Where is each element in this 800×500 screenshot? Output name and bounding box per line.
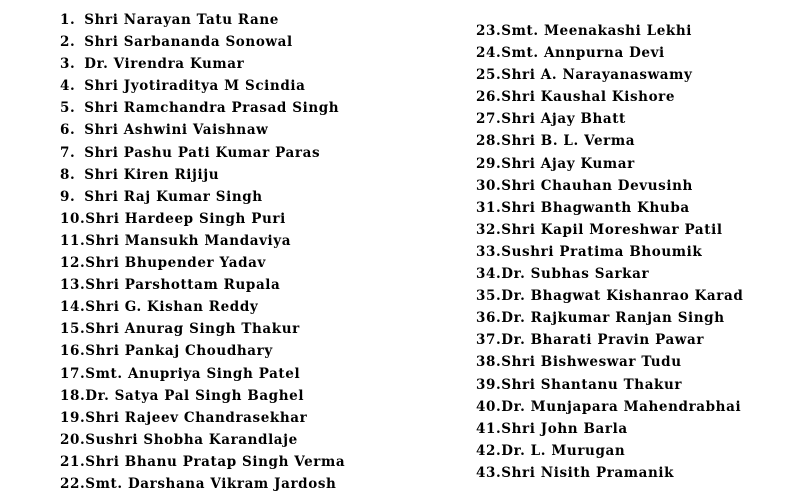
list-item [60,53,400,75]
item-name: Shri Bhagwanth Khuba [501,199,690,216]
item-name: Shri Kapil Moreshwar Patil [501,221,723,238]
item-name: Dr. Virendra Kumar [84,56,245,73]
item-name: Shri Ashwini Vaishnaw [84,122,269,139]
item-name: Shri Ajay Bhatt [501,111,626,128]
item-name: Shri Shantanu Thakur [501,376,683,393]
item-number: 10. [60,210,86,227]
item-name: Shri Pankaj Choudhary [85,343,273,360]
list-item [476,307,796,329]
list-item [476,351,796,373]
item-name: Shri Jyotiraditya M Scindia [84,78,306,95]
list-item [476,219,796,241]
item-number: 37. [476,332,502,349]
list-item [476,374,796,396]
list-item [476,440,796,462]
item-number: 6. [60,122,76,139]
item-number: 12. [60,255,86,272]
list-item [60,9,400,31]
list-item [60,407,400,429]
item-number: 20. [60,431,86,448]
right-name-list [476,20,796,484]
item-number: 35. [476,288,502,305]
item-number: 27. [476,111,502,128]
list-item [60,252,400,274]
item-name: Shri B. L. Verma [501,133,636,150]
item-number: 11. [60,232,86,249]
item-number: 1. [60,12,76,28]
item-name: Shri Ramchandra Prasad Singh [84,100,340,117]
list-item [60,473,400,495]
list-item [476,241,796,263]
item-name: Dr. Bharati Pravin Pawar [501,332,705,349]
list-item [60,429,400,451]
item-number: 32. [476,221,502,238]
list-item [60,164,400,186]
item-number: 18. [60,387,86,404]
list-item [60,318,400,340]
item-number: 29. [476,155,502,172]
list-item [60,340,400,362]
item-name: Smt. Darshana Vikram Jardosh [85,475,337,492]
left-name-list [60,9,400,495]
list-item [60,186,400,208]
item-number: 31. [476,199,502,216]
item-number: 17. [60,365,86,382]
list-item [60,385,400,407]
item-number: 39. [476,376,502,393]
list-item [476,86,796,108]
list-item [60,230,400,252]
item-number: 34. [476,266,502,283]
list-item [476,175,796,197]
item-name: Sushri Pratima Bhoumik [501,243,703,260]
item-name: Sushri Shobha Karandlaje [85,431,298,448]
item-name: Shri Nisith Pramanik [501,464,675,481]
item-number: 36. [476,310,502,327]
item-number: 7. [60,144,76,161]
item-name: Shri Hardeep Singh Puri [85,210,286,227]
list-item [476,20,796,42]
item-number: 19. [60,409,86,426]
list-item [476,108,796,130]
list-item [60,31,400,53]
item-name: Smt. Annpurna Devi [501,45,665,62]
item-number: 21. [60,453,86,470]
item-number: 26. [476,89,502,106]
item-name: Shri Kiren Rijiju [84,166,220,183]
item-number: 8. [60,166,76,183]
item-name: Shri Parshottam Rupala [85,277,281,294]
list-item [60,296,400,318]
item-name: Shri Raj Kumar Singh [84,188,263,205]
item-number: 43. [476,464,502,481]
list-item [476,285,796,307]
list-item [476,462,796,484]
item-name: Dr. Satya Pal Singh Baghel [85,387,305,404]
item-number: 24. [476,45,502,62]
list-item [476,130,796,152]
list-item [476,263,796,285]
list-item [476,197,796,219]
item-name: Dr. Bhagwat Kishanrao Karad [501,288,744,305]
list-item [476,64,796,86]
item-name: Shri John Barla [501,420,628,437]
item-number: 16. [60,343,86,360]
item-number: 41. [476,420,502,437]
item-number: 14. [60,299,86,316]
item-name: Dr. L. Murugan [501,442,626,459]
list-item [60,142,400,164]
item-name: Shri Bhupender Yadav [85,255,266,272]
item-number: 22. [60,475,86,492]
item-number: 13. [60,277,86,294]
item-number: 2. [60,34,76,51]
item-number: 42. [476,442,502,459]
item-number: 9. [60,188,76,205]
item-name: Shri A. Narayanaswamy [501,67,693,84]
item-number: 40. [476,398,502,415]
item-name: Shri Chauhan Devusinh [501,177,693,194]
item-name: Shri Kaushal Kishore [501,89,676,106]
item-name: Shri G. Kishan Reddy [85,299,259,316]
item-name: Shri Mansukh Mandaviya [85,232,292,249]
item-name: Shri Ajay Kumar [501,155,635,172]
item-name: Shri Sarbananda Sonowal [84,34,293,51]
item-name: Shri Bhanu Pratap Singh Verma [85,453,346,470]
item-number: 5. [60,100,76,117]
list-item [60,75,400,97]
item-number: 38. [476,354,502,371]
item-name: Shri Anurag Singh Thakur [85,321,300,338]
item-name: Dr. Rajkumar Ranjan Singh [501,310,725,327]
item-number: 4. [60,78,76,95]
list-item [60,208,400,230]
item-number: 30. [476,177,502,194]
list-item [60,363,400,385]
item-number: 3. [60,56,76,73]
item-name: Dr. Subhas Sarkar [501,266,650,283]
item-number: 23. [476,23,502,39]
list-item [476,418,796,440]
list-item [476,153,796,175]
item-name: Smt. Anupriya Singh Patel [85,365,301,382]
item-name: Shri Narayan Tatu Rane [84,12,279,28]
item-number: 15. [60,321,86,338]
list-item [476,396,796,418]
item-name: Dr. Munjapara Mahendrabhai [501,398,742,415]
list-item [60,97,400,119]
item-name: Smt. Meenakashi Lekhi [501,23,692,39]
list-item [476,329,796,351]
list-item [60,119,400,141]
list-item [476,42,796,64]
item-name: Shri Rajeev Chandrasekhar [85,409,308,426]
list-item [60,451,400,473]
item-number: 28. [476,133,502,150]
list-item [60,274,400,296]
item-number: 33. [476,243,502,260]
item-name: Shri Bishweswar Tudu [501,354,682,371]
item-number: 25. [476,67,502,84]
item-name: Shri Pashu Pati Kumar Paras [84,144,321,161]
